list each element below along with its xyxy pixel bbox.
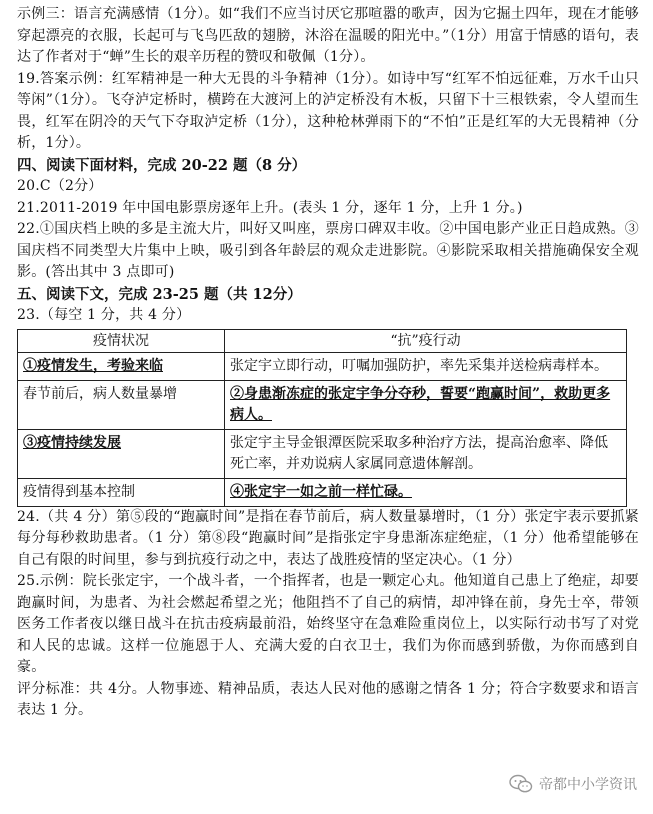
table-header-cell: 疫情状况 [18,329,225,352]
watermark [509,774,637,794]
table-header-cell: “抗”疫行动 [225,329,627,352]
table-cell: ②身患渐冻症的张定宇争分夺秒，誓要“跑赢时间”，救助更多病人。 [225,380,627,429]
scoring-criteria: 评分标准：共 4分。人物事迹、精神品质，表达人民对他的感谢之情各 1 分；符合字数要求和语言表达 1 分。 [17,680,639,718]
answer-para-25: 25.示例：院长张定宇，一个战斗者，一个指挥者，也是一颗定心丸。他知道自己患上了绝症，却要跑赢时间，为患者、为社会燃起希望之光；他阻挡不了自己的病情，却冲锋在前，身先士卒，带领医务工作者夜以继日战斗在抗击疫病最前沿，始终坚守在急难险重岗位上，以实际行动书写了对党和人民的忠诚。这样一位施恩于人、充满大爱的白衣卫士，我们为你而感到骄傲，为你而感到自豪。 [17,573,639,675]
table-row [18,380,627,429]
table-row [18,352,627,380]
table-cell: ①疫情发生，考验来临 [18,352,225,380]
answer-para-20: 20.C（2分） [17,178,103,194]
table-row [18,429,627,478]
answer-para-example3: 示例三：语言充满感情（1分）。如“我们不应当讨厌它那喧嚣的歌声，因为它掘土四年，现在才能够穿起漂亮的衣服，长起可与飞鸟匹敌的翅膀，沐浴在温暖的阳光中。”（1分）用富于情感的语句，表达了作者对于“蝉”生长的艰辛历程的赞叹和敬佩（1分）。 [17,6,639,65]
answer-para-21: 21.2011-2019 年中国电影票房逐年上升。(表头 1 分，逐年 1 分，上升 1 分。) [17,199,523,216]
watermark-text: 帝都中小学资讯 [539,777,637,793]
table-cell: ③疫情持续发展 [18,429,225,478]
answer-para-22: 22.①国庆档上映的多是主流大片，叫好又叫座，票房口碑双丰收。②中国电影产业正日趋成熟。③国庆档不同类型大片集中上映，吸引到各年龄层的观众走进影院。④影院采取相关措施确保安全观影。(答出其中 3 点即可) [17,221,639,280]
table-cell: 张定宇立即行动，叮嘱加强防护，率先采集并送检病毒样本。 [225,352,627,380]
answer-table-23 [17,329,627,507]
wechat-icon [509,774,533,794]
table-cell: 春节前后，病人数量暴增 [18,380,225,429]
table-cell: ④张定宇一如之前一样忙碌。 [225,478,627,506]
table-cell: 疫情得到基本控制 [18,478,225,506]
table-row [18,478,627,506]
section-heading-4: 四、阅读下面材料，完成 20-22 题（8 分） [17,156,307,174]
answer-para-19: 19.答案示例：红军精神是一种大无畏的斗争精神（1分）。如诗中写“红军不怕远征难，万水千山只等闲”（1分）。飞夺泸定桥时，横跨在大渡河上的泸定桥没有木板，只留下十三根铁索，令人望而生畏，红军在阴冷的天气下夺取泸定桥（1分），这种枪林弹雨下的“不怕”正是红军的大无畏精神（分析，1分）。 [17,70,639,151]
answer-para-23: 23.（每空 1 分，共 4 分） [17,307,191,323]
answer-para-24: 24.（共 4 分）第⑤段的“跑赢时间”是指在春节前后，病人数量暴增时，（1 分）张定宇表示要抓紧每分每秒救助患者。（1 分）第⑧段“跑赢时间”是指张定宇身患渐冻症绝症，（1 分）他希望能够在自己有限的时间里，参与到抗疫行动之中，表达了战胜疫情的坚定决心。（1 分） [17,508,639,568]
table-header-row [18,329,627,352]
section-heading-5: 五、阅读下文，完成 23-25 题（共 12分） [17,285,302,303]
table-cell: 张定宇主导金银潭医院采取多种治疗方法，提高治愈率、降低死亡率，并劝说病人家属同意遗体解剖。 [225,429,627,478]
